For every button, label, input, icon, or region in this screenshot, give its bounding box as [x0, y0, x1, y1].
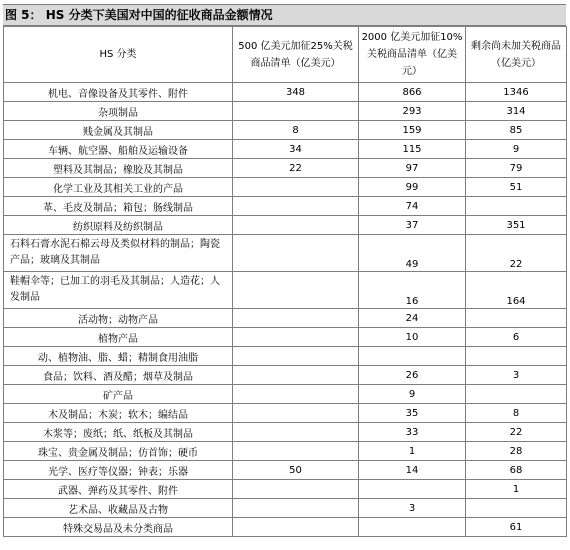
value-500b-cell [233, 216, 359, 235]
table-row [4, 442, 567, 461]
value-500b-cell [233, 197, 359, 216]
table-row [4, 366, 567, 385]
value-2000b-cell: 115 [359, 140, 466, 159]
category-cell: 活动物；动物产品 [4, 309, 233, 328]
category-cell: 贱金属及其制品 [4, 121, 233, 140]
value-2000b-cell: 10 [359, 328, 466, 347]
value-2000b-cell: 3 [359, 499, 466, 518]
value-500b-cell [233, 328, 359, 347]
category-cell: 革、毛皮及制品；箱包；肠线制品 [4, 197, 233, 216]
table-row [4, 235, 567, 272]
value-500b-cell: 8 [233, 121, 359, 140]
table-row [4, 480, 567, 499]
value-500b-cell: 348 [233, 83, 359, 102]
value-remaining-cell: 22 [466, 235, 567, 272]
value-2000b-cell: 159 [359, 121, 466, 140]
value-2000b-cell: 99 [359, 178, 466, 197]
category-cell: 木浆等；废纸；纸、纸板及其制品 [4, 423, 233, 442]
value-remaining-cell: 314 [466, 102, 567, 121]
value-500b-cell: 34 [233, 140, 359, 159]
category-cell: 植物产品 [4, 328, 233, 347]
header-500b-25pct: 500 亿美元加征25%关税商品清单（亿美元） [233, 27, 359, 83]
value-remaining-cell: 351 [466, 216, 567, 235]
value-2000b-cell: 49 [359, 235, 466, 272]
value-500b-cell [233, 385, 359, 404]
table-body [4, 83, 567, 537]
category-cell: 武器、弹药及其零件、附件 [4, 480, 233, 499]
table-row [4, 272, 567, 309]
value-500b-cell [233, 404, 359, 423]
value-remaining-cell [466, 499, 567, 518]
value-500b-cell [233, 178, 359, 197]
value-remaining-cell: 61 [466, 518, 567, 537]
value-500b-cell [233, 366, 359, 385]
table-row [4, 121, 567, 140]
value-500b-cell [233, 272, 359, 309]
value-2000b-cell [359, 518, 466, 537]
value-2000b-cell: 866 [359, 83, 466, 102]
header-row [4, 27, 567, 83]
header-category: HS 分类 [4, 27, 233, 83]
category-cell: 化学工业及其相关工业的产品 [4, 178, 233, 197]
value-remaining-cell: 3 [466, 366, 567, 385]
value-remaining-cell: 68 [466, 461, 567, 480]
value-remaining-cell [466, 309, 567, 328]
value-500b-cell [233, 442, 359, 461]
data-table [3, 26, 567, 537]
category-cell: 食品；饮料、酒及醋；烟草及制品 [4, 366, 233, 385]
value-2000b-cell: 35 [359, 404, 466, 423]
value-2000b-cell [359, 347, 466, 366]
value-500b-cell [233, 309, 359, 328]
value-2000b-cell: 97 [359, 159, 466, 178]
value-remaining-cell [466, 385, 567, 404]
category-cell: 光学、医疗等仪器；钟表；乐器 [4, 461, 233, 480]
value-remaining-cell: 1346 [466, 83, 567, 102]
category-cell: 动、植物油、脂、蜡；精制食用油脂 [4, 347, 233, 366]
value-remaining-cell: 22 [466, 423, 567, 442]
table-row [4, 197, 567, 216]
category-cell: 木及制品；木炭；软木；编结品 [4, 404, 233, 423]
value-500b-cell [233, 102, 359, 121]
value-2000b-cell: 37 [359, 216, 466, 235]
table-row [4, 140, 567, 159]
category-cell: 特殊交易品及未分类商品 [4, 518, 233, 537]
table-row [4, 385, 567, 404]
table-row [4, 102, 567, 121]
category-cell: 珠宝、贵金属及制品；仿首饰；硬币 [4, 442, 233, 461]
value-remaining-cell: 79 [466, 159, 567, 178]
value-2000b-cell: 293 [359, 102, 466, 121]
value-2000b-cell: 24 [359, 309, 466, 328]
figure-title: 图 5： HS 分类下美国对中国的征收商品金额情况 [3, 4, 566, 26]
table-row [4, 423, 567, 442]
value-remaining-cell: 164 [466, 272, 567, 309]
table-row [4, 328, 567, 347]
figure [3, 4, 566, 537]
value-500b-cell: 50 [233, 461, 359, 480]
value-remaining-cell [466, 197, 567, 216]
category-cell: 塑料及其制品；橡胶及其制品 [4, 159, 233, 178]
value-2000b-cell: 1 [359, 442, 466, 461]
value-2000b-cell: 9 [359, 385, 466, 404]
value-2000b-cell [359, 480, 466, 499]
value-2000b-cell: 26 [359, 366, 466, 385]
value-remaining-cell: 9 [466, 140, 567, 159]
header-2000b-10pct: 2000 亿美元加征10%关税商品清单（亿美元） [359, 27, 466, 83]
value-2000b-cell: 16 [359, 272, 466, 309]
value-remaining-cell: 8 [466, 404, 567, 423]
value-remaining-cell: 28 [466, 442, 567, 461]
value-remaining-cell: 1 [466, 480, 567, 499]
value-500b-cell [233, 235, 359, 272]
category-cell: 纺织原料及纺织制品 [4, 216, 233, 235]
value-2000b-cell: 74 [359, 197, 466, 216]
table-row [4, 347, 567, 366]
value-remaining-cell: 51 [466, 178, 567, 197]
value-500b-cell [233, 518, 359, 537]
table-row [4, 83, 567, 102]
value-remaining-cell: 85 [466, 121, 567, 140]
table-row [4, 159, 567, 178]
category-cell: 机电、音像设备及其零件、附件 [4, 83, 233, 102]
table-row [4, 499, 567, 518]
table-row [4, 309, 567, 328]
category-cell: 杂项制品 [4, 102, 233, 121]
table-row [4, 404, 567, 423]
value-remaining-cell [466, 347, 567, 366]
category-cell: 矿产品 [4, 385, 233, 404]
category-cell: 艺术品、收藏品及古物 [4, 499, 233, 518]
category-cell: 车辆、航空器、船舶及运输设备 [4, 140, 233, 159]
table-row [4, 216, 567, 235]
value-2000b-cell: 33 [359, 423, 466, 442]
table-row [4, 518, 567, 537]
table-row [4, 178, 567, 197]
category-cell: 鞋帽伞等；已加工的羽毛及其制品；人造花；人发制品 [4, 272, 233, 309]
value-500b-cell [233, 423, 359, 442]
value-500b-cell [233, 499, 359, 518]
category-cell: 石料石膏水泥石棉云母及类似材料的制品；陶瓷产品；玻璃及其制品 [4, 235, 233, 272]
header-remaining: 剩余尚未加关税商品（亿美元） [466, 27, 567, 83]
value-500b-cell [233, 480, 359, 499]
value-remaining-cell: 6 [466, 328, 567, 347]
value-500b-cell [233, 347, 359, 366]
value-500b-cell: 22 [233, 159, 359, 178]
table-row [4, 461, 567, 480]
value-2000b-cell: 14 [359, 461, 466, 480]
